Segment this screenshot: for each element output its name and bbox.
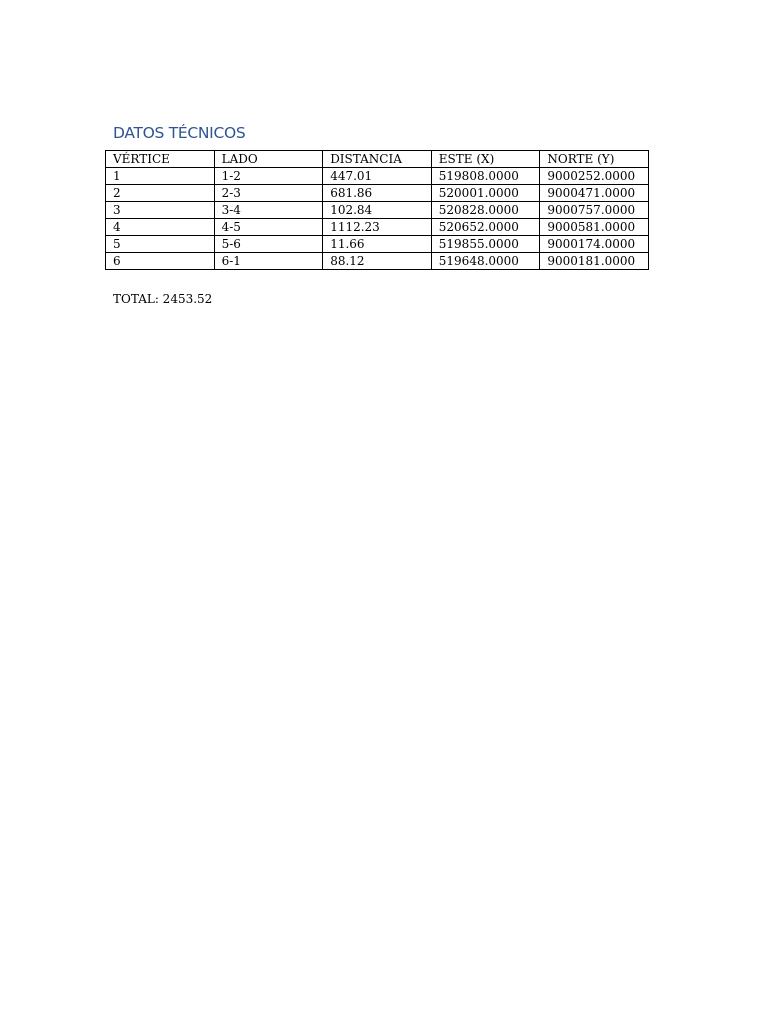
column-header-vertice: VÉRTICE: [106, 151, 215, 168]
cell-norte: 9000581.0000: [540, 219, 649, 236]
cell-norte: 9000174.0000: [540, 236, 649, 253]
column-header-distancia: DISTANCIA: [323, 151, 432, 168]
cell-lado: 1-2: [214, 168, 323, 185]
cell-distancia: 447.01: [323, 168, 432, 185]
cell-este: 519648.0000: [431, 253, 540, 270]
table-row: [106, 185, 649, 202]
cell-vertice: 1: [106, 168, 215, 185]
cell-este: 520652.0000: [431, 219, 540, 236]
cell-este: 519808.0000: [431, 168, 540, 185]
section-title: DATOS TÉCNICOS: [113, 124, 246, 142]
table-row: [106, 202, 649, 219]
cell-este: 520828.0000: [431, 202, 540, 219]
cell-vertice: 4: [106, 219, 215, 236]
cell-este: 520001.0000: [431, 185, 540, 202]
cell-distancia: 11.66: [323, 236, 432, 253]
distance-total: TOTAL: 2453.52: [113, 292, 213, 306]
table-row: [106, 236, 649, 253]
cell-vertice: 5: [106, 236, 215, 253]
cell-vertice: 2: [106, 185, 215, 202]
technical-data-table: [105, 150, 649, 270]
cell-lado: 2-3: [214, 185, 323, 202]
cell-norte: 9000252.0000: [540, 168, 649, 185]
cell-lado: 6-1: [214, 253, 323, 270]
cell-distancia: 1112.23: [323, 219, 432, 236]
table-row: [106, 253, 649, 270]
cell-norte: 9000757.0000: [540, 202, 649, 219]
table-header-row: [106, 151, 649, 168]
cell-norte: 9000471.0000: [540, 185, 649, 202]
cell-norte: 9000181.0000: [540, 253, 649, 270]
cell-vertice: 6: [106, 253, 215, 270]
cell-vertice: 3: [106, 202, 215, 219]
cell-lado: 5-6: [214, 236, 323, 253]
column-header-este: ESTE (X): [431, 151, 540, 168]
cell-distancia: 102.84: [323, 202, 432, 219]
cell-lado: 3-4: [214, 202, 323, 219]
column-header-lado: LADO: [214, 151, 323, 168]
column-header-norte: NORTE (Y): [540, 151, 649, 168]
cell-distancia: 88.12: [323, 253, 432, 270]
cell-lado: 4-5: [214, 219, 323, 236]
cell-distancia: 681.86: [323, 185, 432, 202]
table-row: [106, 168, 649, 185]
cell-este: 519855.0000: [431, 236, 540, 253]
table-row: [106, 219, 649, 236]
